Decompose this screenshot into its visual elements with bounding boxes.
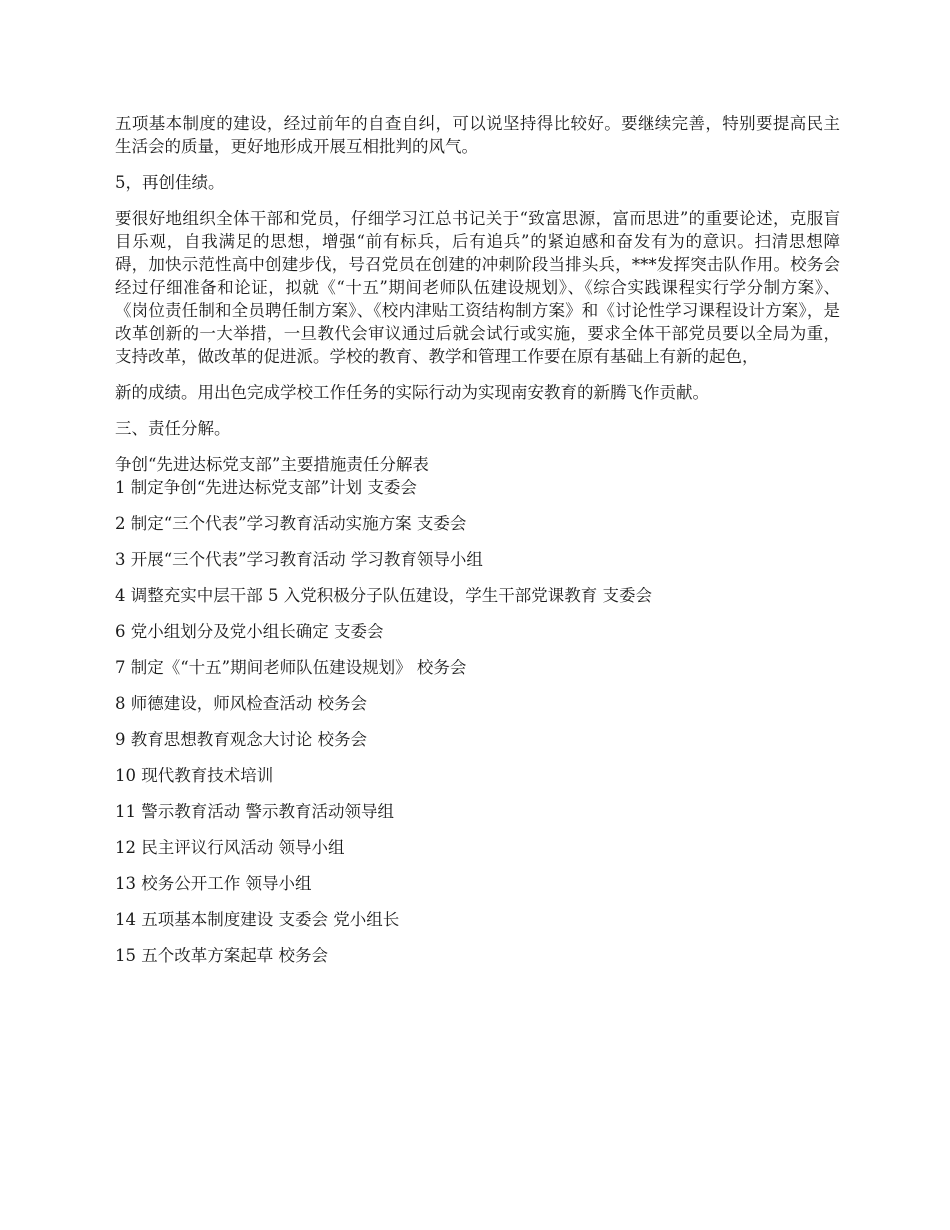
list-item: 9 教育思想教育观念大讨论 校务会: [115, 730, 367, 749]
paragraph-democratic-life: 五项基本制度的建设，经过前年的自查自纠，可以说坚持得比较好。要继续完善，特别要提高民主生活会的质量，更好地形成开展互相批判的风气。: [115, 114, 840, 156]
list-item: 6 党小组划分及党小组长确定 支委会: [115, 622, 384, 641]
responsibility-list: [115, 476, 840, 967]
list-item: 14 五项基本制度建设 支委会 党小组长: [115, 910, 400, 929]
list-item: 7 制定《“十五”期间老师队伍建设规划》 校务会: [115, 658, 467, 677]
paragraph-organize-members: 要很好地组织全体干部和党员，仔细学习江总书记关于“致富思源，富而思进”的重要论述，克服盲目乐观，自我满足的思想，增强“前有标兵，后有追兵”的紧迫感和奋发有为的意识。扫清思想障碍，加快示范性高中创建步伐，号召党员在创建的冲刺阶段当排头兵，***发挥突击队作用。校务会经过仔细准备和论证，拟就《“十五”期间老师队伍建设规划》、《综合实践课程实行学分制方案》、《岗位责任制和全员聘任制方案》、《校内津贴工资结构制方案》和《讨论性学习课程设计方案》，是改革创新的一大举措，一旦教代会审议通过后就会试行或实施，要求全体干部党员要以全局为重，支持改革，做改革的促进派。学校的教育、教学和管理工作要在原有基础上有新的起色，: [115, 209, 840, 366]
list-item: 13 校务公开工作 领导小组: [115, 874, 312, 893]
list-item: 11 警示教育活动 警示教育活动领导组: [115, 802, 394, 821]
document-page: [115, 112, 840, 980]
list-item: 3 开展“三个代表”学习教育活动 学习教育领导小组: [115, 550, 483, 569]
list-item: 8 师德建设，师风检查活动 校务会: [115, 694, 367, 713]
paragraph-new-achievements: 新的成绩。用出色完成学校工作任务的实际行动为实现南安教育的新腾飞作贡献。: [115, 383, 709, 402]
heading-create-achievements: 5，再创佳绩。: [115, 173, 225, 192]
table-title: 争创“先进达标党支部”主要措施责任分解表: [115, 455, 429, 474]
list-item: 10 现代教育技术培训: [115, 766, 274, 785]
list-item: 12 民主评议行风活动 领导小组: [115, 838, 345, 857]
list-item: 1 制定争创“先进达标党支部”计划 支委会: [115, 478, 417, 497]
list-item: 15 五个改革方案起草 校务会: [115, 946, 328, 965]
list-item: 4 调整充实中层干部 5 入党积极分子队伍建设，学生干部党课教育 支委会: [115, 586, 652, 605]
heading-responsibility-breakdown: 三、责任分解。: [115, 419, 231, 438]
list-item: 2 制定“三个代表”学习教育活动实施方案 支委会: [115, 514, 467, 533]
